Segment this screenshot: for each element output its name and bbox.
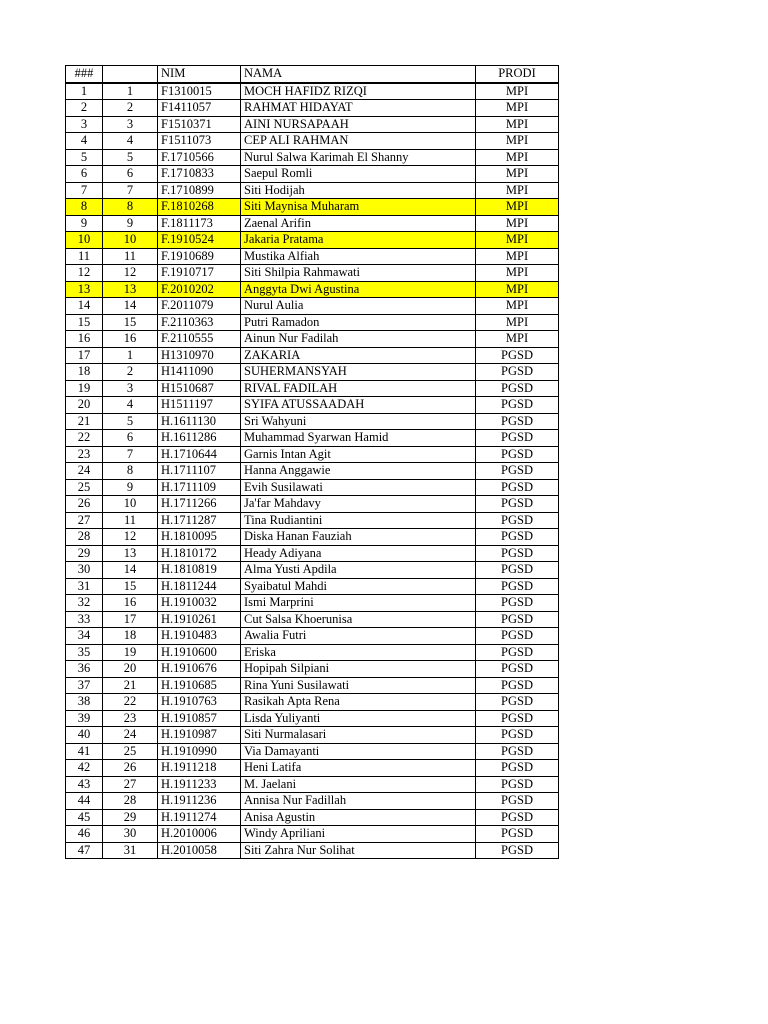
- cell-prodi: MPI: [476, 199, 559, 216]
- cell-nama: SUHERMANSYAH: [241, 364, 476, 381]
- cell-nim: F1511073: [158, 133, 241, 150]
- cell-nim: H.1910676: [158, 661, 241, 678]
- cell-sub-number: 14: [103, 562, 158, 579]
- cell-number: 43: [66, 776, 103, 793]
- cell-nim: F.1910717: [158, 265, 241, 282]
- cell-prodi: PGSD: [476, 446, 559, 463]
- cell-sub-number: 2: [103, 364, 158, 381]
- table-row: [66, 116, 559, 133]
- cell-sub-number: 12: [103, 265, 158, 282]
- cell-nim: H.1910987: [158, 727, 241, 744]
- cell-number: 36: [66, 661, 103, 678]
- cell-sub-number: 25: [103, 743, 158, 760]
- table-row: [66, 479, 559, 496]
- table-row: [66, 496, 559, 513]
- cell-nim: H.1910261: [158, 611, 241, 628]
- cell-nama: ZAKARIA: [241, 347, 476, 364]
- cell-prodi: PGSD: [476, 793, 559, 810]
- cell-prodi: PGSD: [476, 562, 559, 579]
- cell-nim: F.1811173: [158, 215, 241, 232]
- cell-nama: RIVAL FADILAH: [241, 380, 476, 397]
- cell-sub-number: 15: [103, 314, 158, 331]
- cell-sub-number: 30: [103, 826, 158, 843]
- cell-prodi: MPI: [476, 83, 559, 100]
- cell-prodi: PGSD: [476, 743, 559, 760]
- cell-sub-number: 7: [103, 182, 158, 199]
- cell-number: 35: [66, 644, 103, 661]
- table-row: [66, 611, 559, 628]
- cell-nama: Eriska: [241, 644, 476, 661]
- cell-number: 3: [66, 116, 103, 133]
- cell-sub-number: 4: [103, 397, 158, 414]
- cell-nim: H.1810172: [158, 545, 241, 562]
- cell-sub-number: 24: [103, 727, 158, 744]
- cell-prodi: PGSD: [476, 842, 559, 859]
- table-row: [66, 529, 559, 546]
- cell-nim: F.2010202: [158, 281, 241, 298]
- cell-sub-number: 14: [103, 298, 158, 315]
- cell-prodi: PGSD: [476, 776, 559, 793]
- cell-prodi: PGSD: [476, 694, 559, 711]
- cell-nama: Zaenal Arifin: [241, 215, 476, 232]
- cell-number: 5: [66, 149, 103, 166]
- cell-number: 47: [66, 842, 103, 859]
- cell-sub-number: 28: [103, 793, 158, 810]
- cell-prodi: PGSD: [476, 512, 559, 529]
- cell-prodi: PGSD: [476, 826, 559, 843]
- cell-prodi: PGSD: [476, 479, 559, 496]
- cell-nama: Cut Salsa Khoerunisa: [241, 611, 476, 628]
- cell-number: 1: [66, 83, 103, 100]
- header-nama: NAMA: [241, 66, 476, 83]
- table-row: [66, 743, 559, 760]
- cell-prodi: MPI: [476, 133, 559, 150]
- cell-number: 40: [66, 727, 103, 744]
- table-row: [66, 430, 559, 447]
- cell-nama: Evih Susilawati: [241, 479, 476, 496]
- cell-number: 21: [66, 413, 103, 430]
- cell-number: 8: [66, 199, 103, 216]
- cell-sub-number: 18: [103, 628, 158, 645]
- table-row: [66, 166, 559, 183]
- cell-nama: Diska Hanan Fauziah: [241, 529, 476, 546]
- cell-number: 25: [66, 479, 103, 496]
- table-row: [66, 100, 559, 117]
- table-row: [66, 281, 559, 298]
- table-row: [66, 248, 559, 265]
- cell-sub-number: 31: [103, 842, 158, 859]
- cell-nim: H.1910685: [158, 677, 241, 694]
- cell-sub-number: 5: [103, 413, 158, 430]
- cell-number: 4: [66, 133, 103, 150]
- cell-nama: Nurul Salwa Karimah El Shanny: [241, 149, 476, 166]
- cell-number: 46: [66, 826, 103, 843]
- cell-nim: H1411090: [158, 364, 241, 381]
- cell-nama: Nurul Aulia: [241, 298, 476, 315]
- table-row: [66, 380, 559, 397]
- cell-prodi: PGSD: [476, 545, 559, 562]
- cell-number: 13: [66, 281, 103, 298]
- cell-prodi: PGSD: [476, 595, 559, 612]
- cell-nim: H.1910763: [158, 694, 241, 711]
- table-row: [66, 83, 559, 100]
- cell-nim: F1411057: [158, 100, 241, 117]
- table-row: [66, 710, 559, 727]
- cell-nama: Garnis Intan Agit: [241, 446, 476, 463]
- cell-number: 16: [66, 331, 103, 348]
- cell-sub-number: 19: [103, 644, 158, 661]
- cell-prodi: PGSD: [476, 710, 559, 727]
- cell-number: 12: [66, 265, 103, 282]
- cell-prodi: PGSD: [476, 760, 559, 777]
- cell-sub-number: 11: [103, 248, 158, 265]
- cell-prodi: MPI: [476, 116, 559, 133]
- cell-nama: SYIFA ATUSSAADAH: [241, 397, 476, 414]
- table-row: [66, 578, 559, 595]
- table-row: [66, 628, 559, 645]
- table-row: [66, 545, 559, 562]
- cell-prodi: PGSD: [476, 611, 559, 628]
- table-body: [66, 83, 559, 859]
- cell-nim: H.1910990: [158, 743, 241, 760]
- cell-number: 15: [66, 314, 103, 331]
- cell-sub-number: 4: [103, 133, 158, 150]
- cell-nim: H.1810095: [158, 529, 241, 546]
- cell-sub-number: 13: [103, 281, 158, 298]
- cell-number: 37: [66, 677, 103, 694]
- cell-nama: Tina Rudiantini: [241, 512, 476, 529]
- cell-nim: H1511197: [158, 397, 241, 414]
- cell-sub-number: 1: [103, 347, 158, 364]
- cell-nama: Syaibatul Mahdi: [241, 578, 476, 595]
- table-row: [66, 661, 559, 678]
- table-row: [66, 232, 559, 249]
- cell-nim: H.1911274: [158, 809, 241, 826]
- cell-prodi: MPI: [476, 248, 559, 265]
- cell-prodi: MPI: [476, 100, 559, 117]
- table-row: [66, 842, 559, 859]
- cell-prodi: MPI: [476, 182, 559, 199]
- cell-nim: H.1811244: [158, 578, 241, 595]
- cell-sub-number: 6: [103, 166, 158, 183]
- header-prodi: PRODI: [476, 66, 559, 83]
- cell-sub-number: 9: [103, 479, 158, 496]
- cell-number: 19: [66, 380, 103, 397]
- cell-nim: F.1710566: [158, 149, 241, 166]
- cell-nim: H.1911236: [158, 793, 241, 810]
- cell-nim: F.1910524: [158, 232, 241, 249]
- cell-number: 20: [66, 397, 103, 414]
- cell-sub-number: 11: [103, 512, 158, 529]
- table-row: [66, 727, 559, 744]
- cell-nim: H1510687: [158, 380, 241, 397]
- table-row: [66, 644, 559, 661]
- table-row: [66, 149, 559, 166]
- cell-nama: Hanna Anggawie: [241, 463, 476, 480]
- cell-nama: Saepul Romli: [241, 166, 476, 183]
- cell-prodi: MPI: [476, 149, 559, 166]
- cell-prodi: PGSD: [476, 364, 559, 381]
- cell-number: 7: [66, 182, 103, 199]
- student-table: [65, 65, 559, 859]
- table-row: [66, 331, 559, 348]
- cell-nim: H.2010006: [158, 826, 241, 843]
- cell-nama: CEP ALI RAHMAN: [241, 133, 476, 150]
- cell-prodi: MPI: [476, 215, 559, 232]
- cell-prodi: PGSD: [476, 578, 559, 595]
- table-row: [66, 347, 559, 364]
- cell-number: 6: [66, 166, 103, 183]
- cell-nim: H.1910600: [158, 644, 241, 661]
- cell-number: 38: [66, 694, 103, 711]
- cell-sub-number: 5: [103, 149, 158, 166]
- cell-sub-number: 16: [103, 331, 158, 348]
- cell-nama: Hopipah Silpiani: [241, 661, 476, 678]
- cell-nama: AINI NURSAPAAH: [241, 116, 476, 133]
- table-row: [66, 776, 559, 793]
- cell-nama: Awalia Futri: [241, 628, 476, 645]
- table-row: [66, 793, 559, 810]
- cell-nama: Rina Yuni Susilawati: [241, 677, 476, 694]
- cell-prodi: PGSD: [476, 347, 559, 364]
- table-row: [66, 413, 559, 430]
- cell-nama: Ainun Nur Fadilah: [241, 331, 476, 348]
- cell-prodi: PGSD: [476, 661, 559, 678]
- table-row: [66, 215, 559, 232]
- cell-nim: H.1910032: [158, 595, 241, 612]
- cell-number: 41: [66, 743, 103, 760]
- cell-number: 24: [66, 463, 103, 480]
- header-nim: NIM: [158, 66, 241, 83]
- cell-sub-number: 2: [103, 100, 158, 117]
- cell-nim: H.1711287: [158, 512, 241, 529]
- cell-number: 23: [66, 446, 103, 463]
- cell-prodi: MPI: [476, 281, 559, 298]
- cell-nim: F.2110363: [158, 314, 241, 331]
- table-row: [66, 446, 559, 463]
- table-row: [66, 809, 559, 826]
- table-row: [66, 463, 559, 480]
- cell-number: 34: [66, 628, 103, 645]
- cell-nim: H.1711107: [158, 463, 241, 480]
- cell-sub-number: 29: [103, 809, 158, 826]
- cell-nim: H.1911218: [158, 760, 241, 777]
- cell-number: 33: [66, 611, 103, 628]
- cell-nama: Ismi Marprini: [241, 595, 476, 612]
- cell-number: 30: [66, 562, 103, 579]
- cell-nama: Sri Wahyuni: [241, 413, 476, 430]
- cell-prodi: PGSD: [476, 380, 559, 397]
- cell-nim: F1510371: [158, 116, 241, 133]
- cell-nama: Jakaria Pratama: [241, 232, 476, 249]
- cell-nim: H.1711266: [158, 496, 241, 513]
- cell-sub-number: 15: [103, 578, 158, 595]
- cell-nama: Lisda Yuliyanti: [241, 710, 476, 727]
- cell-nama: Siti Shilpia Rahmawati: [241, 265, 476, 282]
- cell-prodi: MPI: [476, 166, 559, 183]
- header-row: [66, 66, 559, 83]
- table-row: [66, 182, 559, 199]
- cell-nama: Siti Hodijah: [241, 182, 476, 199]
- cell-prodi: MPI: [476, 314, 559, 331]
- cell-nama: M. Jaelani: [241, 776, 476, 793]
- table-row: [66, 512, 559, 529]
- cell-sub-number: 27: [103, 776, 158, 793]
- cell-nama: Alma Yusti Apdila: [241, 562, 476, 579]
- cell-prodi: PGSD: [476, 430, 559, 447]
- cell-nim: H.1910483: [158, 628, 241, 645]
- table-row: [66, 397, 559, 414]
- table-row: [66, 298, 559, 315]
- cell-sub-number: 26: [103, 760, 158, 777]
- cell-prodi: PGSD: [476, 397, 559, 414]
- cell-number: 44: [66, 793, 103, 810]
- cell-prodi: MPI: [476, 331, 559, 348]
- cell-sub-number: 17: [103, 611, 158, 628]
- table-row: [66, 364, 559, 381]
- cell-prodi: PGSD: [476, 727, 559, 744]
- cell-number: 45: [66, 809, 103, 826]
- cell-prodi: PGSD: [476, 413, 559, 430]
- table-header: [66, 66, 559, 83]
- cell-nim: H.1810819: [158, 562, 241, 579]
- cell-sub-number: 1: [103, 83, 158, 100]
- cell-nim: H.2010058: [158, 842, 241, 859]
- cell-nim: H.1911233: [158, 776, 241, 793]
- cell-nama: Windy Apriliani: [241, 826, 476, 843]
- cell-number: 17: [66, 347, 103, 364]
- cell-sub-number: 8: [103, 199, 158, 216]
- cell-nama: MOCH HAFIDZ RIZQI: [241, 83, 476, 100]
- cell-prodi: PGSD: [476, 809, 559, 826]
- cell-number: 39: [66, 710, 103, 727]
- cell-sub-number: 21: [103, 677, 158, 694]
- cell-number: 9: [66, 215, 103, 232]
- cell-number: 42: [66, 760, 103, 777]
- cell-number: 28: [66, 529, 103, 546]
- cell-number: 2: [66, 100, 103, 117]
- cell-number: 18: [66, 364, 103, 381]
- cell-prodi: PGSD: [476, 677, 559, 694]
- table-row: [66, 265, 559, 282]
- cell-prodi: PGSD: [476, 628, 559, 645]
- header-number: ###: [66, 66, 103, 83]
- cell-sub-number: 23: [103, 710, 158, 727]
- cell-prodi: MPI: [476, 232, 559, 249]
- cell-nim: F1310015: [158, 83, 241, 100]
- cell-prodi: PGSD: [476, 644, 559, 661]
- cell-sub-number: 7: [103, 446, 158, 463]
- cell-nim: H.1611286: [158, 430, 241, 447]
- cell-nama: Ja'far Mahdavy: [241, 496, 476, 513]
- cell-nama: Mustika Alfiah: [241, 248, 476, 265]
- cell-nama: RAHMAT HIDAYAT: [241, 100, 476, 117]
- cell-prodi: PGSD: [476, 529, 559, 546]
- table-row: [66, 694, 559, 711]
- cell-nim: F.1810268: [158, 199, 241, 216]
- cell-nim: H.1710644: [158, 446, 241, 463]
- table-row: [66, 677, 559, 694]
- cell-sub-number: 22: [103, 694, 158, 711]
- cell-nama: Muhammad Syarwan Hamid: [241, 430, 476, 447]
- cell-nama: Via Damayanti: [241, 743, 476, 760]
- cell-sub-number: 13: [103, 545, 158, 562]
- cell-prodi: MPI: [476, 298, 559, 315]
- cell-prodi: MPI: [476, 265, 559, 282]
- table-row: [66, 314, 559, 331]
- cell-nim: F.1910689: [158, 248, 241, 265]
- cell-nama: Anisa Agustin: [241, 809, 476, 826]
- table-row: [66, 133, 559, 150]
- cell-number: 26: [66, 496, 103, 513]
- cell-prodi: PGSD: [476, 496, 559, 513]
- cell-sub-number: 20: [103, 661, 158, 678]
- cell-nim: H.1910857: [158, 710, 241, 727]
- cell-nama: Siti Maynisa Muharam: [241, 199, 476, 216]
- table-row: [66, 562, 559, 579]
- cell-sub-number: 3: [103, 116, 158, 133]
- cell-nama: Anggyta Dwi Agustina: [241, 281, 476, 298]
- cell-number: 32: [66, 595, 103, 612]
- cell-number: 14: [66, 298, 103, 315]
- cell-sub-number: 16: [103, 595, 158, 612]
- table-row: [66, 199, 559, 216]
- table-row: [66, 826, 559, 843]
- header-sub-number: [103, 66, 158, 83]
- table-row: [66, 760, 559, 777]
- cell-nama: Heni Latifa: [241, 760, 476, 777]
- cell-sub-number: 3: [103, 380, 158, 397]
- cell-nama: Heady Adiyana: [241, 545, 476, 562]
- cell-number: 31: [66, 578, 103, 595]
- cell-number: 27: [66, 512, 103, 529]
- cell-nim: H.1711109: [158, 479, 241, 496]
- cell-sub-number: 8: [103, 463, 158, 480]
- table-row: [66, 595, 559, 612]
- cell-nama: Siti Zahra Nur Solihat: [241, 842, 476, 859]
- cell-nama: Annisa Nur Fadillah: [241, 793, 476, 810]
- cell-nim: F.1710833: [158, 166, 241, 183]
- cell-nim: F.2110555: [158, 331, 241, 348]
- cell-sub-number: 9: [103, 215, 158, 232]
- cell-nim: F.2011079: [158, 298, 241, 315]
- cell-sub-number: 6: [103, 430, 158, 447]
- cell-number: 10: [66, 232, 103, 249]
- cell-sub-number: 12: [103, 529, 158, 546]
- cell-nim: H.1611130: [158, 413, 241, 430]
- cell-prodi: PGSD: [476, 463, 559, 480]
- cell-number: 22: [66, 430, 103, 447]
- cell-nama: Rasikah Apta Rena: [241, 694, 476, 711]
- cell-nim: F.1710899: [158, 182, 241, 199]
- cell-number: 29: [66, 545, 103, 562]
- cell-nama: Siti Nurmalasari: [241, 727, 476, 744]
- cell-nama: Putri Ramadon: [241, 314, 476, 331]
- cell-number: 11: [66, 248, 103, 265]
- cell-nim: H1310970: [158, 347, 241, 364]
- cell-sub-number: 10: [103, 232, 158, 249]
- cell-sub-number: 10: [103, 496, 158, 513]
